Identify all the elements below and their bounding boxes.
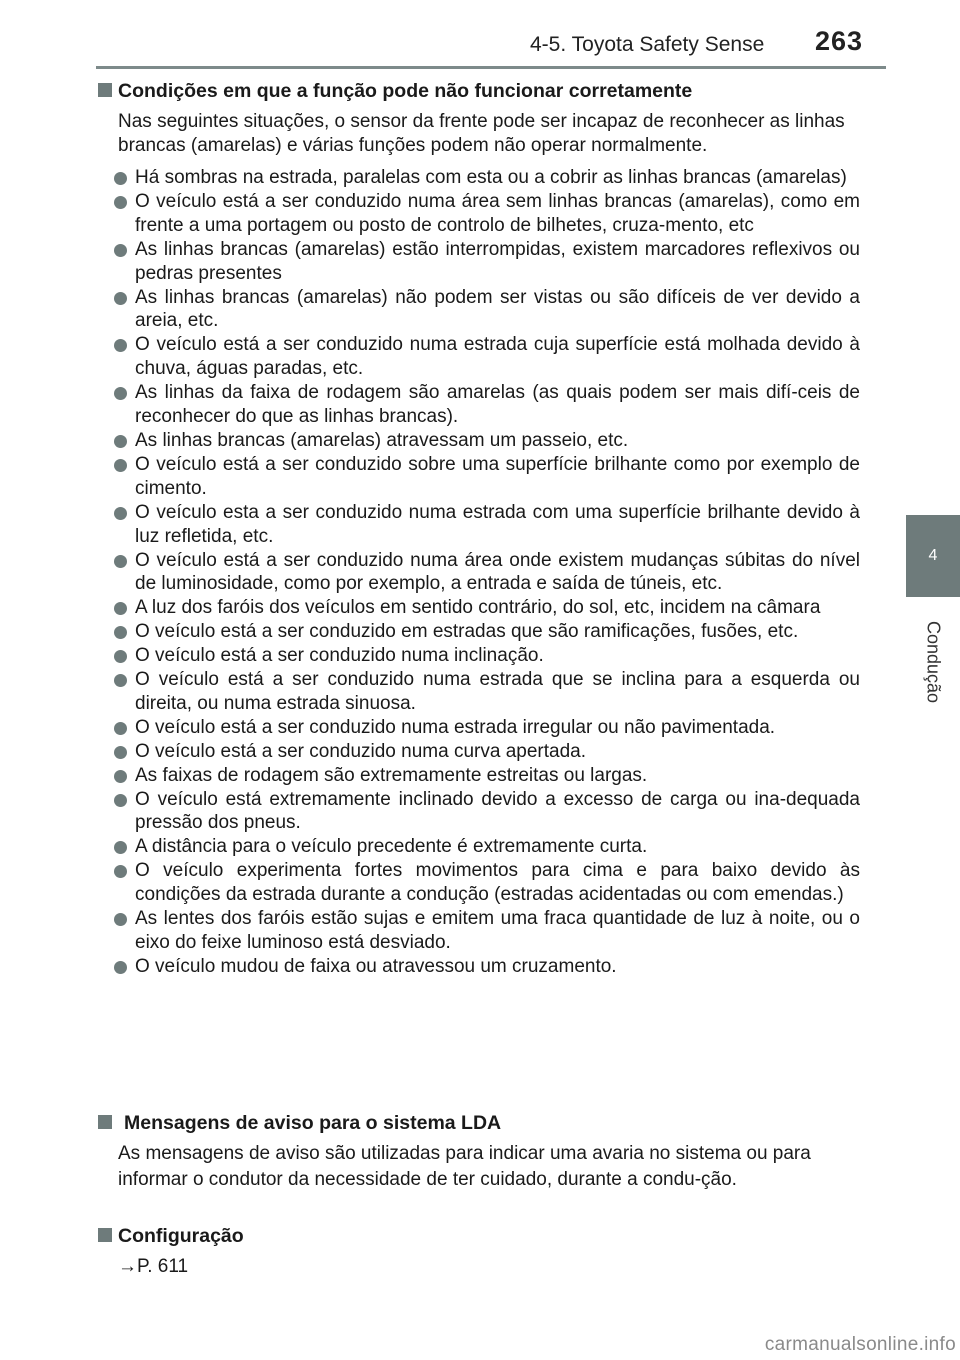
circle-bullet-icon bbox=[114, 555, 127, 568]
chapter-tab-number: 4 bbox=[906, 515, 960, 597]
circle-bullet-icon bbox=[114, 961, 127, 974]
circle-bullet-icon bbox=[114, 626, 127, 639]
circle-bullet-icon bbox=[114, 339, 127, 352]
list-item bbox=[112, 764, 860, 788]
circle-bullet-icon bbox=[114, 435, 127, 448]
chapter-tab-label: Condução bbox=[923, 621, 944, 704]
circle-bullet-icon bbox=[114, 387, 127, 400]
list-item-text: O veículo está a ser conduzido numa estrada que se inclina para a esquerda ou direita, ou numa estrada sinuosa. bbox=[135, 669, 860, 714]
list-item-text: O veículo mudou de faixa ou atravessou um cruzamento. bbox=[135, 955, 617, 977]
list-item-text: O veículo está a ser conduzido numa área onde existem mudanças súbitas do nível de luminosidade, como por exemplo, a entrada e saída de túneis, etc. bbox=[135, 549, 860, 595]
list-item bbox=[112, 859, 860, 907]
circle-bullet-icon bbox=[114, 196, 127, 209]
square-bullet-icon bbox=[98, 83, 112, 97]
circle-bullet-icon bbox=[114, 459, 127, 472]
list-item bbox=[112, 286, 860, 334]
circle-bullet-icon bbox=[114, 865, 127, 878]
circle-bullet-icon bbox=[114, 794, 127, 807]
list-item-text: O veículo esta a ser conduzido numa estrada com uma superfície brilhante devido à luz refletida, etc. bbox=[135, 501, 860, 547]
list-item-text: As linhas brancas (amarelas) não podem ser vistas ou são difíceis de ver devido a areia, etc. bbox=[135, 286, 860, 332]
section-intro: Nas seguintes situações, o sensor da frente pode ser incapaz de reconhecer as linhas brancas (amarelas) e várias funções podem não operar normalmente. bbox=[118, 111, 845, 156]
circle-bullet-icon bbox=[114, 292, 127, 305]
list-item-text: O veículo está extremamente inclinado devido a excesso de carga ou ina-dequada pressão dos pneus. bbox=[135, 788, 860, 834]
section-heading-text: Mensagens de aviso para o sistema LDA bbox=[124, 1112, 502, 1134]
section-intro: As mensagens de aviso são utilizadas para indicar uma avaria no sistema ou para informar o condutor da necessidade de ter cuidado, durante a condu-ção. bbox=[118, 1143, 811, 1190]
section-heading-settings bbox=[98, 1225, 244, 1248]
list-item bbox=[112, 835, 860, 859]
list-item bbox=[112, 668, 860, 716]
list-item bbox=[112, 740, 860, 764]
list-item bbox=[112, 238, 860, 286]
list-item bbox=[112, 381, 860, 429]
list-item bbox=[112, 501, 860, 549]
circle-bullet-icon bbox=[114, 650, 127, 663]
list-item bbox=[112, 620, 860, 644]
circle-bullet-icon bbox=[114, 770, 127, 783]
circle-bullet-icon bbox=[114, 841, 127, 854]
page-reference-link[interactable]: →P. 611 bbox=[118, 1256, 189, 1277]
circle-bullet-icon bbox=[114, 722, 127, 735]
list-item-text: O veículo está a ser conduzido em estradas que são ramificações, fusões, etc. bbox=[135, 621, 799, 643]
list-item bbox=[112, 190, 860, 238]
list-item-text: As linhas brancas (amarelas) atravessam um passeio, etc. bbox=[135, 429, 629, 451]
section-heading-text: Configuração bbox=[118, 1225, 244, 1247]
list-item bbox=[112, 955, 860, 979]
header-divider bbox=[96, 66, 886, 69]
list-item-text: As linhas da faixa de rodagem são amarelas (as quais podem ser mais difí-ceis de reconhecer do que as linhas brancas). bbox=[135, 382, 860, 428]
list-item bbox=[112, 166, 860, 190]
list-item-text: O veículo está a ser conduzido numa curva apertada. bbox=[135, 740, 586, 762]
circle-bullet-icon bbox=[114, 507, 127, 520]
list-item bbox=[112, 716, 860, 740]
list-item bbox=[112, 429, 860, 453]
list-item bbox=[112, 549, 860, 597]
section-heading-warnings bbox=[98, 1112, 501, 1135]
list-item-text: A luz dos faróis dos veículos em sentido contrário, do sol, etc, incidem na câmara bbox=[135, 597, 821, 619]
list-item bbox=[112, 907, 860, 955]
list-item-text: O veículo está a ser conduzido sobre uma superfície brilhante como por exemplo de cimento. bbox=[135, 453, 860, 499]
list-item-text: As faixas de rodagem são extremamente estreitas ou largas. bbox=[135, 764, 648, 786]
conditions-list bbox=[112, 166, 860, 979]
circle-bullet-icon bbox=[114, 913, 127, 926]
header-section-title: 4-5. Toyota Safety Sense bbox=[530, 33, 765, 56]
square-bullet-icon bbox=[98, 1228, 112, 1242]
list-item-text: As lentes dos faróis estão sujas e emitem uma fraca quantidade de luz à noite, ou o eixo do feixe luminoso está desviado. bbox=[135, 908, 860, 953]
list-item-text: O veículo experimenta fortes movimentos para cima e para baixo devido às condições da estrada durante a condução (estradas acidentadas ou com emendas.) bbox=[135, 860, 860, 906]
square-bullet-icon bbox=[98, 1115, 112, 1129]
watermark: carmanualsonline.info bbox=[764, 1334, 956, 1355]
circle-bullet-icon bbox=[114, 746, 127, 759]
page-number: 263 bbox=[815, 26, 864, 56]
list-item-text: O veículo está a ser conduzido numa inclinação. bbox=[135, 645, 544, 667]
list-item bbox=[112, 453, 860, 501]
list-item bbox=[112, 644, 860, 668]
circle-bullet-icon bbox=[114, 602, 127, 615]
list-item-text: O veículo está a ser conduzido numa área sem linhas brancas (amarelas), como em frente a uma portagem ou posto de controlo de bilhetes, cruza-mento, etc bbox=[135, 190, 860, 236]
list-item-text: O veículo está a ser conduzido numa estrada cuja superfície está molhada devido à chuva, águas paradas, etc. bbox=[135, 334, 860, 380]
list-item bbox=[112, 788, 860, 836]
list-item-text: Há sombras na estrada, paralelas com esta ou a cobrir as linhas brancas (amarelas) bbox=[135, 167, 847, 188]
circle-bullet-icon bbox=[114, 244, 127, 257]
section-heading-text: Condições em que a função pode não funcionar corretamente bbox=[118, 80, 693, 102]
section-heading-conditions bbox=[98, 80, 692, 103]
list-item bbox=[112, 596, 860, 620]
list-item bbox=[112, 333, 860, 381]
list-item-text: O veículo está a ser conduzido numa estrada irregular ou não pavimentada. bbox=[135, 716, 776, 738]
circle-bullet-icon bbox=[114, 674, 127, 687]
list-item-text: A distância para o veículo precedente é extremamente curta. bbox=[135, 836, 648, 858]
list-item-text: As linhas brancas (amarelas) estão interrompidas, existem marcadores reflexivos ou pedras presentes bbox=[135, 238, 860, 284]
circle-bullet-icon bbox=[114, 172, 127, 185]
